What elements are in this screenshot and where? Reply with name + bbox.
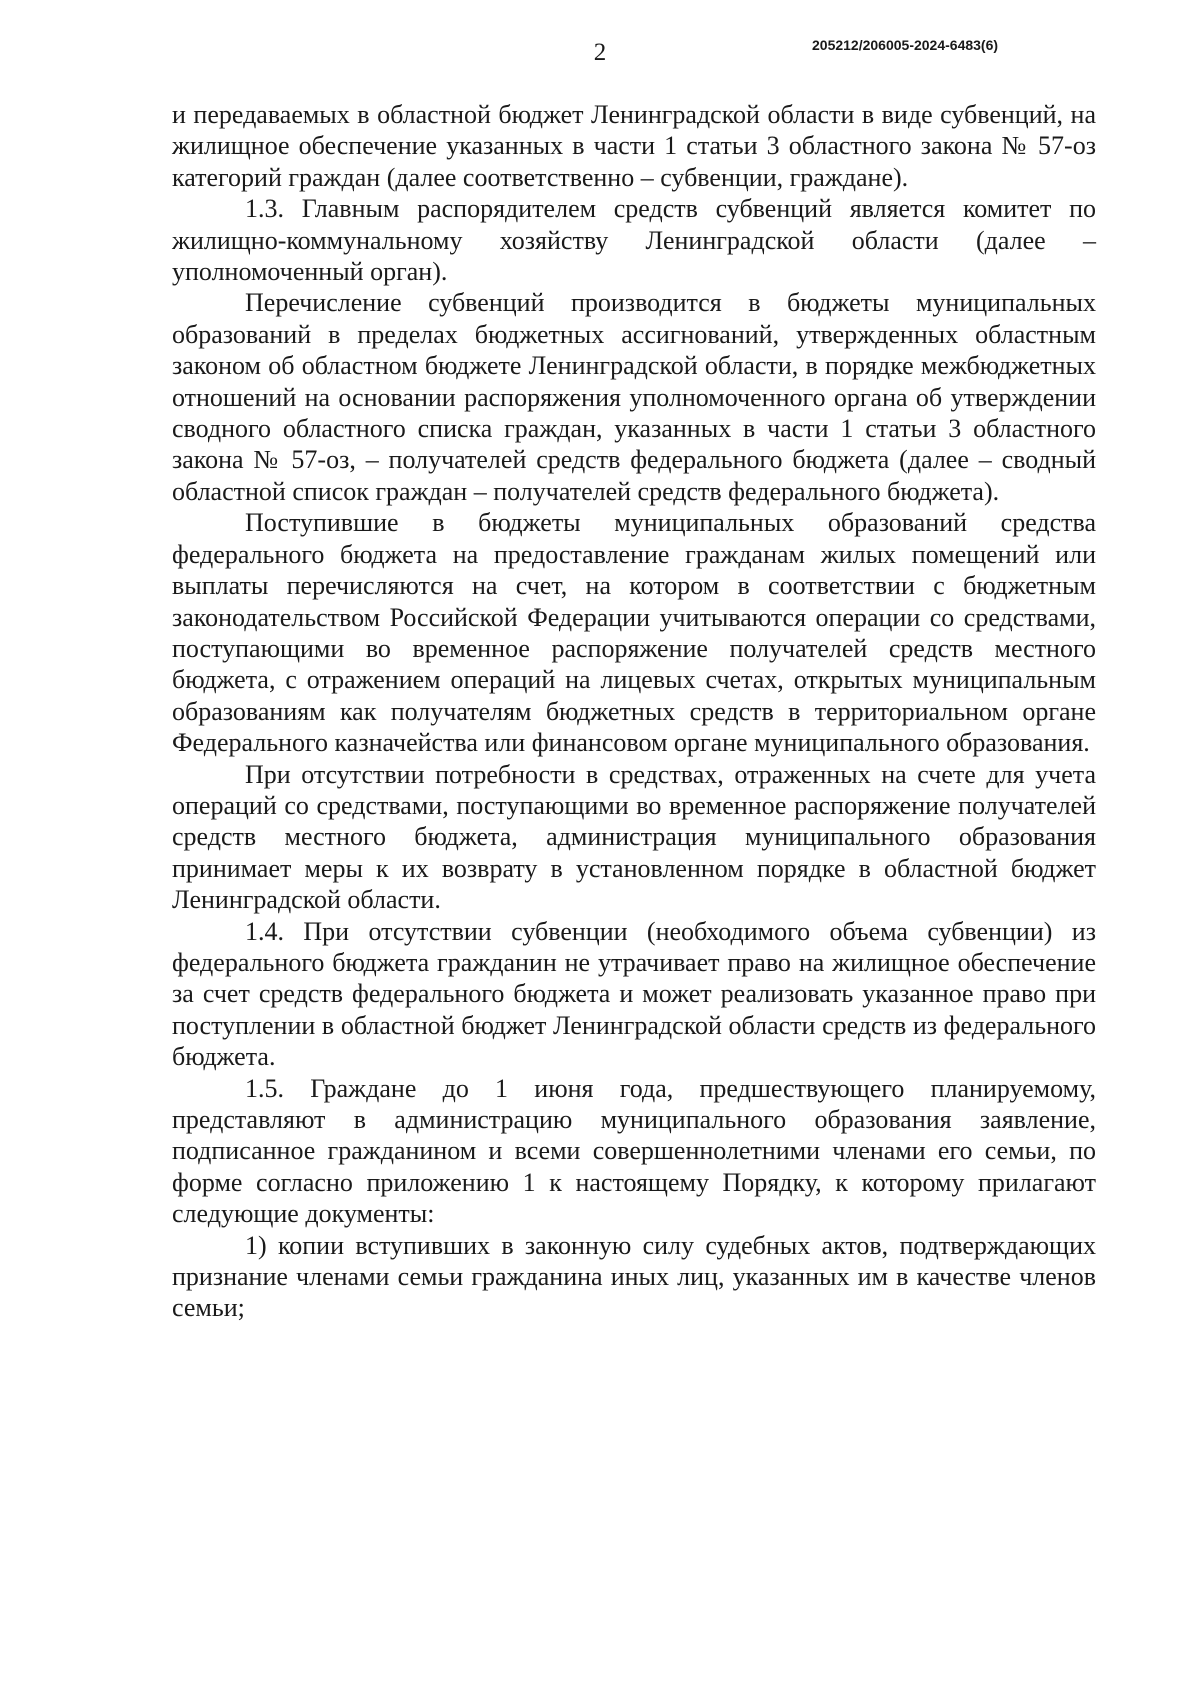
document-id: 205212/206005-2024-6483(6) <box>812 37 999 53</box>
paragraph-funds-return: При отсутствии потребности в средствах, отраженных на счете для учета операций со средствами, поступающими во временное распоряжение получателей средств местного бюджета, администрация муниципального образования принимает меры к их возврату в установленном порядке в областной бюджет Ленинградской области. <box>172 759 1096 915</box>
paragraph-1-3-chief-administrator: 1.3. Главным распорядителем средств субвенций является комитет по жилищно-коммунальному хозяйству Ленинградской области (далее – уполномоченный орган). <box>172 194 1096 287</box>
paragraph-document-item-1: 1) копии вступивших в законную силу судебных актов, подтверждающих признание членами семьи гражданина иных лиц, указанных им в качестве членов семьи; <box>172 1230 1096 1323</box>
page-number: 2 <box>593 39 607 66</box>
paragraph-1-4-no-subvention: 1.4. При отсутствии субвенции (необходимого объема субвенции) из федерального бюджета гражданин не утрачивает право на жилищное обеспечение за счет средств федерального бюджета и может реализовать указанное право при поступлении в областной бюджет Ленинградской области средств из федерального бюджета. <box>172 916 1096 1072</box>
document-body <box>172 99 1096 1324</box>
paragraph-subventions-intro: и передаваемых в областной бюджет Ленинградской области в виде субвенций, на жилищное обеспечение указанных в части 1 статьи 3 областного закона № 57-оз категорий граждан (далее соответственно – субвенции, граждане). <box>172 100 1096 192</box>
paragraph-1-5-application: 1.5. Граждане до 1 июня года, предшествующего планируемому, представляют в администрацию муниципального образования заявление, подписанное гражданином и всеми совершеннолетними членами его семьи, по форме согласно приложению 1 к настоящему Порядку, к которому прилагают следующие документы: <box>172 1073 1096 1229</box>
paragraph-subvention-transfer: Перечисление субвенций производится в бюджеты муниципальных образований в пределах бюджетных ассигнований, утвержденных областным законом об областном бюджете Ленинградской области, в порядке межбюджетных отношений на основании распоряжения уполномоченного органа об утверждении сводного областного списка граждан, указанных в части 1 статьи 3 областного закона № 57-оз, – получателей средств федерального бюджета (далее – сводный областной список граждан – получателей средств федерального бюджета). <box>172 288 1096 506</box>
paragraph-received-funds: Поступившие в бюджеты муниципальных образований средства федерального бюджета на предоставление гражданам жилых помещений или выплаты перечисляются на счет, на котором в соответствии с бюджетным законодательством Российской Федерации учитываются операции со средствами, поступающими во временное распоряжение получателей средств местного бюджета, с отражением операций на лицевых счетах, открытых муниципальным образованиям как получателям бюджетных средств в территориальном органе Федерального казначейства или финансовом органе муниципального образования. <box>172 508 1096 758</box>
